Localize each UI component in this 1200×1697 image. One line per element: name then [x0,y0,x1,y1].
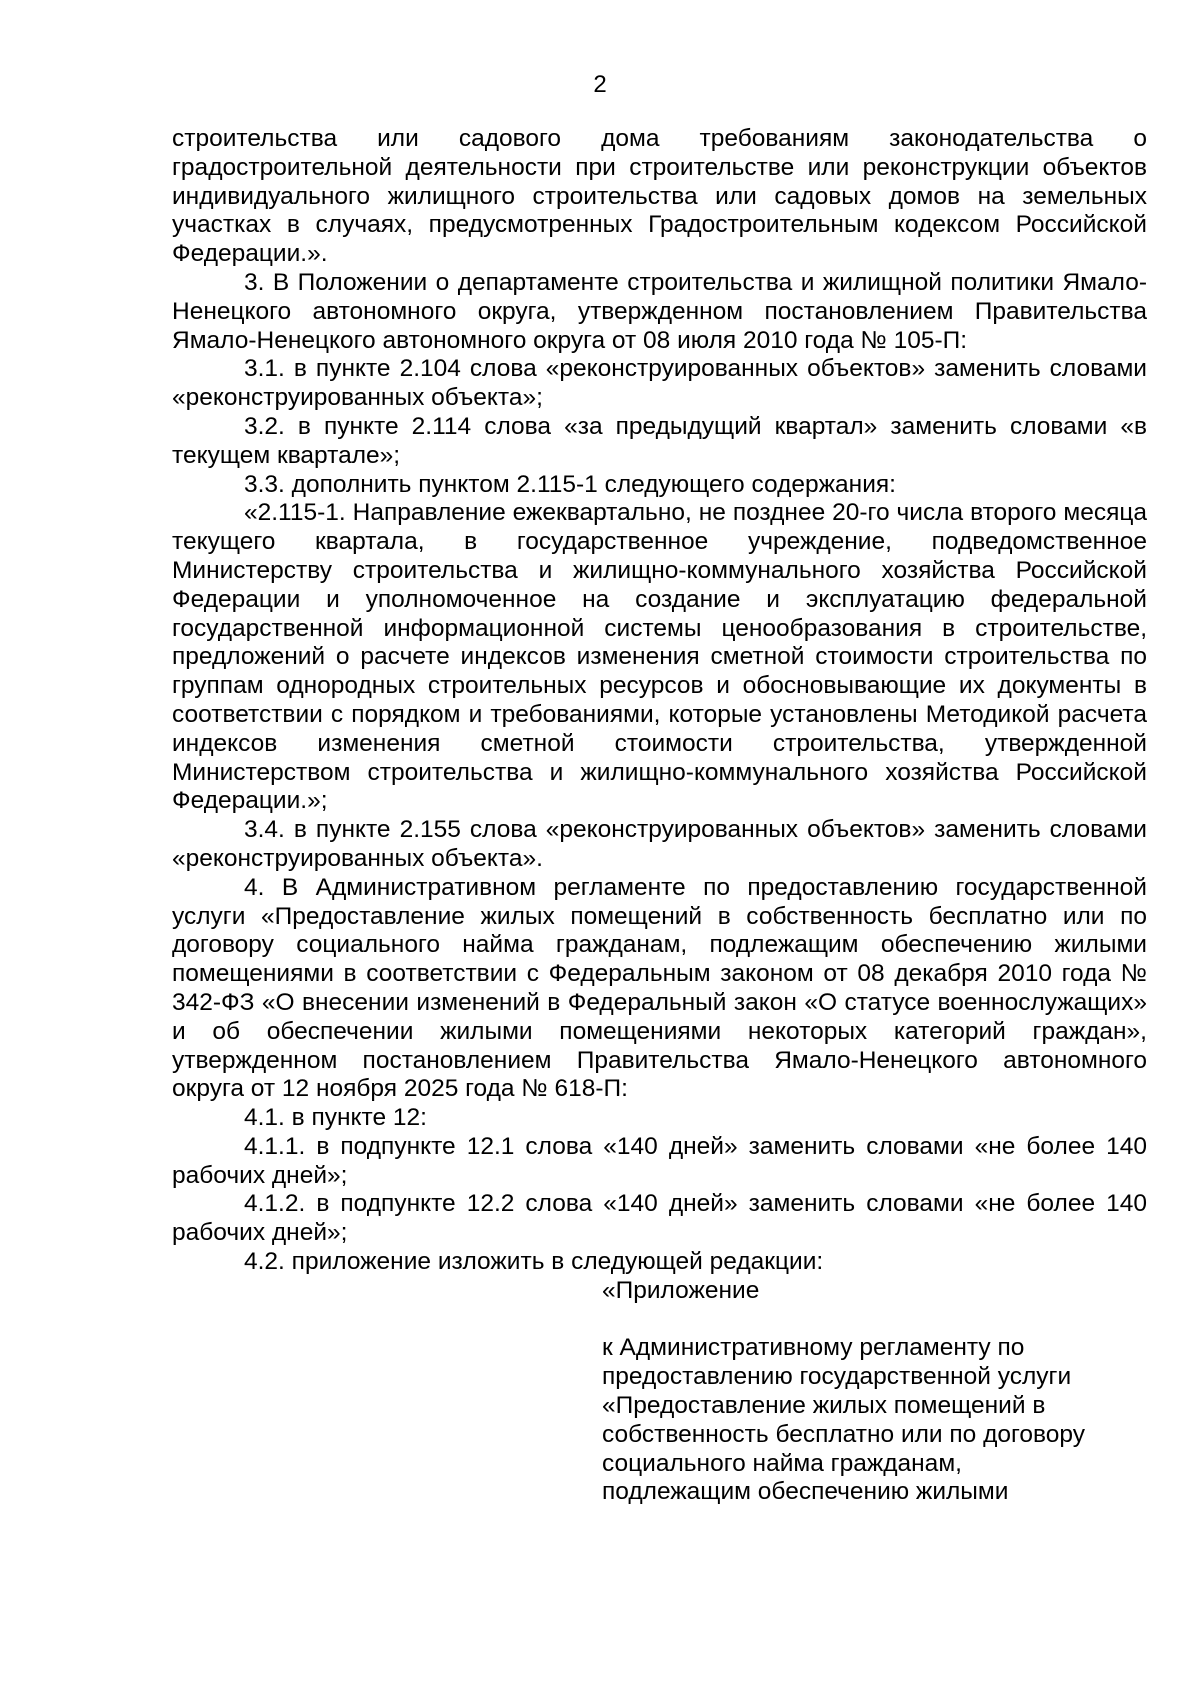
paragraph: 3.4. в пункте 2.155 слова «реконструированных объектов» заменить словами «реконструированных объекта». [172,816,1147,872]
paragraph: 4.1.1. в подпункте 12.1 слова «140 дней» заменить словами «не более 140 рабочих дней»; [172,1132,1147,1189]
paragraph: строительства или садового дома требованиям законодательства о градостроительной деятельности при строительстве или реконструкции объектов индивидуального жилищного строительства или садовых домов на земельных участках в случаях, предусмотренных Градостроительным кодексом Российской Федерации.». [172,125,1147,268]
paragraph: 4. В Административном регламенте по предоставлению государственной услуги «Предоставление жилых помещений в собственность бесплатно или по договору социального найма гражданам, подлежащим обеспечению жилыми помещениями в соответствии с Федеральным законом от 08 декабря 2010 года № 342-ФЗ «О внесении изменений в Федеральный закон «О статусе военнослужащих» и об обеспечении жилыми помещениями некоторых категорий граждан», утвержденном постановлением Правительства Ямало-Ненецкого автономного округа от 12 ноября 2025 года № 618-П: [172,873,1147,1103]
paragraph: 4.1.2. в подпункте 12.2 слова «140 дней» заменить словами «не более 140 рабочих дней»; [172,1190,1147,1247]
paragraph: 3.3. дополнить пунктом 2.115-1 следующего содержания: [244,470,896,498]
appendix-title: «Приложение [602,1276,760,1304]
page-number: 2 [593,71,607,98]
appendix-subtitle: к Административному регламенту по предоставлению государственной услуги «Предоставление жилых помещений в собственность бесплатно или по договору социального найма гражданам, подлежащим обеспечению жилыми [602,1334,1086,1506]
document-body [172,125,1147,1507]
paragraph: 4.1. в пункте 12: [244,1104,427,1132]
paragraph: 3.1. в пункте 2.104 слова «реконструированных объектов» заменить словами «реконструированных объекта»; [172,355,1147,412]
paragraph: «2.115-1. Направление ежеквартально, не позднее 20-го числа второго месяца текущего квартала, в государственное учреждение, подведомственное Министерству строительства и жилищно-коммунального хозяйства Российской Федерации и уполномоченное на создание и эксплуатацию федеральной государственной информационной системы ценообразования в строительстве, предложений о расчете индексов изменения сметной стоимости строительства по группам однородных строительных ресурсов и обосновывающие их документы в соответствии с порядком и требованиями, которые установлены Методикой расчета индексов изменения сметной стоимости строительства, утвержденной Министерством строительства и жилищно-коммунального хозяйства Российской Федерации.»; [172,499,1147,815]
paragraph: 4.2. приложение изложить в следующей редакции: [244,1248,824,1276]
paragraph: 3.2. в пункте 2.114 слова «за предыдущий квартал» заменить словами «в текущем квартале»; [172,412,1147,469]
appendix-block [602,1277,1147,1507]
paragraph: 3. В Положении о департаменте строительства и жилищной политики Ямало-Ненецкого автономного округа, утвержденном постановлением Правительства Ямало-Ненецкого автономного округа от 08 июля 2010 года № 105-П: [172,268,1147,354]
